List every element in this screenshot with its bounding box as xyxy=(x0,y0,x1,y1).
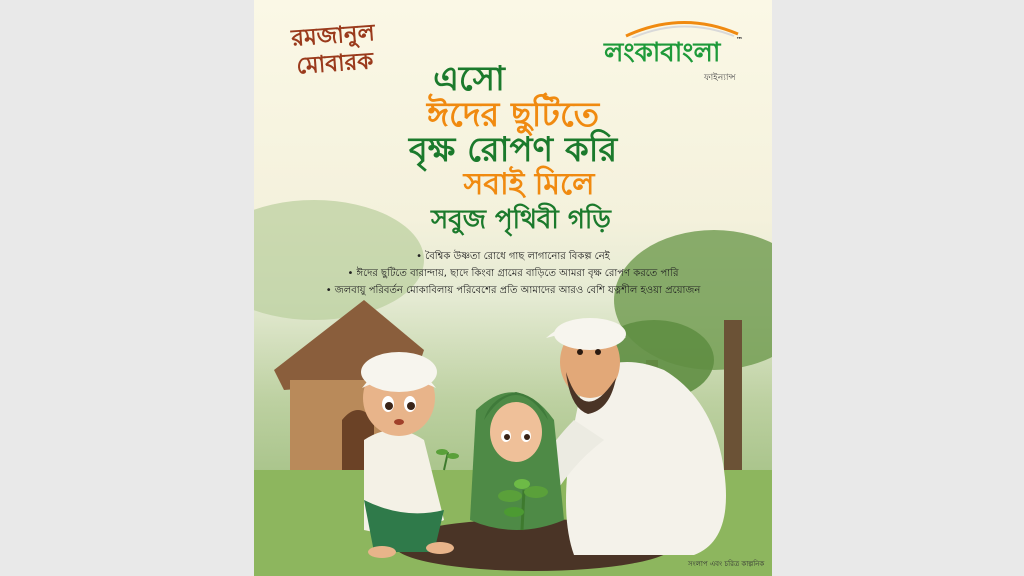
headline-line-2: ঈদের ছুটিতে xyxy=(426,94,600,135)
headline xyxy=(254,59,772,235)
brand-subtitle: ফাইন্যান্স xyxy=(704,73,736,83)
bullet-item: • ঈদের ছুটিতে বারান্দায়, ছাদে কিংবা গ্রামের বাড়িতে আমরা বৃক্ষ রোপণ করতে পারি xyxy=(347,268,679,279)
greeting-line-1: রমজানুল xyxy=(290,19,376,52)
bullet-list xyxy=(254,248,772,299)
brand-trademark: ™ xyxy=(736,36,743,44)
brand-name: লংকাবাংলা xyxy=(604,38,721,68)
headline-line-4: সবাই মিলে xyxy=(463,167,595,203)
tree-trunk-right xyxy=(724,320,742,480)
headline-line-1: এসো xyxy=(433,59,505,99)
greeting-line-2: মোবারক xyxy=(295,47,375,80)
bullet-item: • জলবায়ু পরিবর্তন মোকাবিলায় পরিবেশের প্রতি আমাদের আরও বেশি যত্নশীল হওয়া প্রয়োজন xyxy=(325,285,701,296)
headline-line-5: সবুজ পৃথিবী গড়ি xyxy=(431,204,611,235)
poster xyxy=(254,0,772,576)
disclaimer: সংলাপ এবং চরিত্র কাল্পনিক xyxy=(688,560,765,568)
bullet-item: • বৈশ্বিক উষ্ণতা রোধে গাছ লাগানোর বিকল্প নেই xyxy=(416,251,610,262)
headline-line-3: বৃক্ষ রোপণ করি xyxy=(408,130,618,171)
